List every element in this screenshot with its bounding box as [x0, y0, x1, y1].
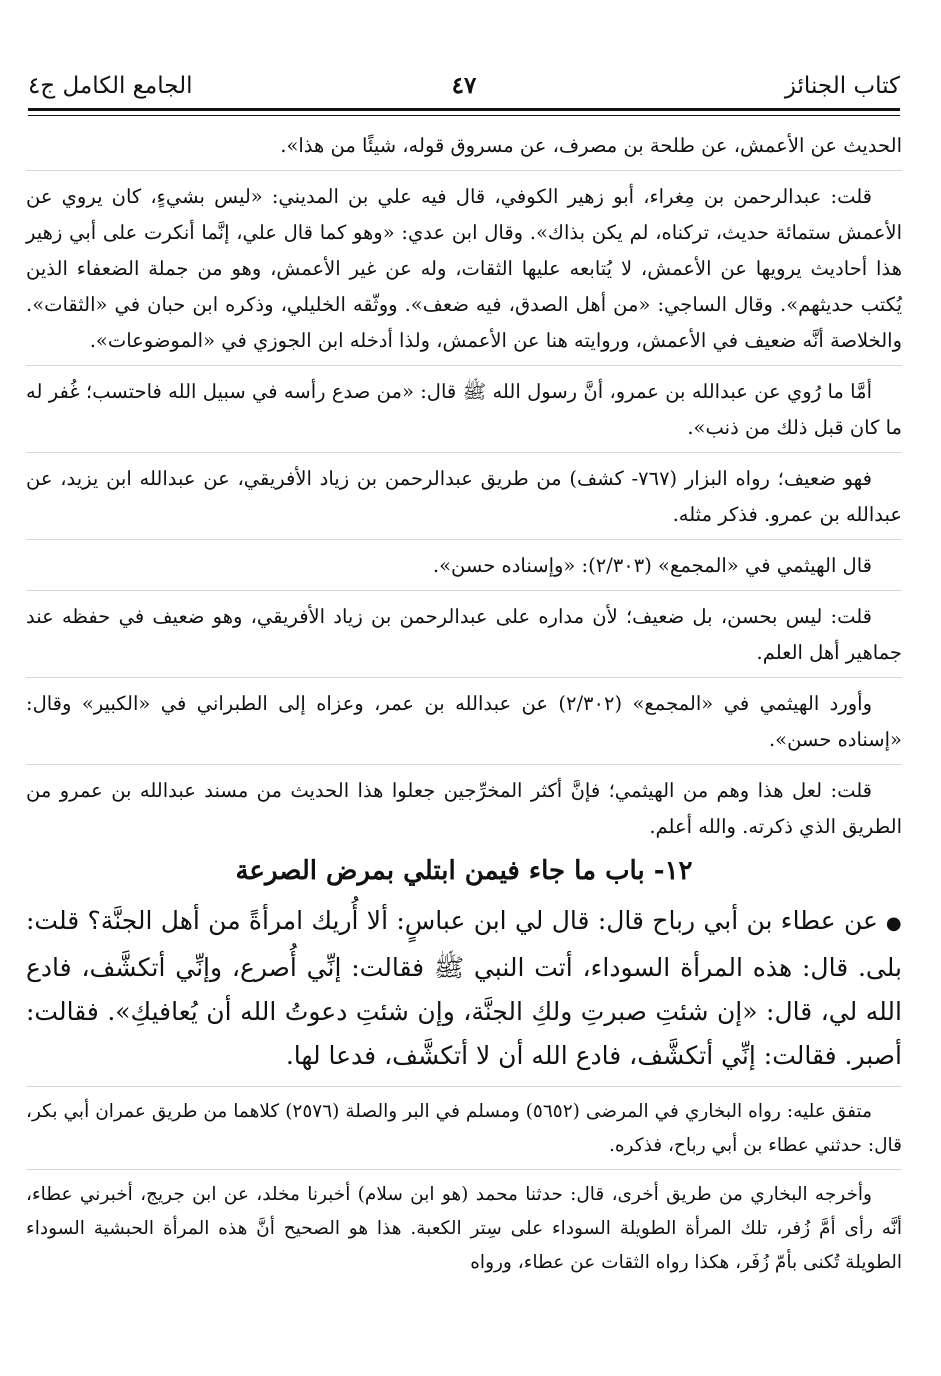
section-heading: ١٢- باب ما جاء فيمن ابتلي بمرض الصرعة: [235, 856, 693, 886]
header-rule-thick: [28, 108, 900, 111]
paragraph-divider: [26, 452, 902, 453]
paragraph: قلت: ليس بحسن، بل ضعيف؛ لأن مداره على عبدالرحمن بن زياد الأفريقي، وهو ضعيف في حفظه عند جماهير أهل العلم.: [26, 605, 902, 664]
paragraph-divider: [26, 590, 902, 591]
paragraph-divider: [26, 1086, 902, 1087]
paragraph-divider: [26, 677, 902, 678]
running-header: [28, 66, 900, 106]
bullet-icon: ●: [885, 913, 902, 934]
paragraph-divider: [26, 1169, 902, 1170]
book-title: الجامع الكامل ج٤: [28, 73, 193, 99]
paragraph: أمَّا ما رُوي عن عبدالله بن عمرو، أنَّ رسول الله ﷺ قال: «من صدع رأسه في سبيل الله فاحتسب؛ غُفر له ما كان قبل ذلك من ذنب».: [26, 380, 902, 439]
chapter-title: كتاب الجنائز: [784, 73, 900, 99]
takhrij-note: وأخرجه البخاري من طريق أخرى، قال: حدثنا محمد (هو ابن سلام) أخبرنا مخلد، عن ابن جريج، أخبرني عطاء، أنَّه رأى أمَّ زُفر، تلك المرأة الطويلة السوداء على سِتر الكعبة. هذا هو الصحيح أنَّ هذه المرأة الحبشية السوداء الطويلة تُكنى بأمّ زُفَر، هكذا رواه الثقات عن عطاء، ورواه: [26, 1184, 902, 1273]
paragraph: قال الهيثمي في «المجمع» (٢/٣٠٣): «وإسناده حسن».: [432, 554, 872, 577]
paragraph-divider: [26, 365, 902, 366]
takhrij-note: متفق عليه: رواه البخاري في المرضى (٥٦٥٢) ومسلم في البر والصلة (٢٥٧٦) كلاهما من طريق عمران أبي بكر، قال: حدثني عطاء بن أبي رباح، فذكره.: [26, 1101, 902, 1156]
hadith-text: [26, 899, 902, 1078]
header-rule-thin: [28, 115, 900, 116]
page-number: ٤٧: [451, 72, 477, 99]
paragraph-divider: [26, 539, 902, 540]
paragraph: وأورد الهيثمي في «المجمع» (٢/٣٠٢) عن عبدالله بن عمر، وعزاه إلى الطبراني في «الكبير» وقال: «إسناده حسن».: [26, 692, 902, 751]
paragraph-divider: [26, 170, 902, 171]
paragraph: فهو ضعيف؛ رواه البزار (٧٦٧- كشف) من طريق عبدالرحمن بن زياد الأفريقي، عن عبدالله ابن يزيد، عن عبدالله بن عمرو. فذكر مثله.: [26, 467, 902, 526]
paragraph: قلت: لعل هذا وهم من الهيثمي؛ فإنَّ أكثر المخرِّجين جعلوا هذا الحديث من مسند عبدالله بن عمرو من الطريق الذي ذكرته. والله أعلم.: [26, 779, 902, 838]
paragraph-divider: [26, 764, 902, 765]
page-body: [26, 128, 902, 1286]
paragraph: قلت: عبدالرحمن بن مِغراء، أبو زهير الكوفي، قال فيه علي بن المديني: «ليس بشيءٍ، كان يروي عن الأعمش ستمائة حديث، تركناه، لم يكن بذاك». وقال ابن عدي: «وهو كما قال علي، إنَّما أنكرت على أبي زهير هذا أحاديث يرويها عن الأعمش، لا يُتابعه عليها الثقات، وله عن غير الأعمش، وهو من جملة الضعفاء الذين يُكتب حديثهم». وقال الساجي: «من أهل الصدق، فيه ضعف». ووثّقه الخليلي، وذكره ابن حبان في «الثقات». والخلاصة أنَّه ضعيف في الأعمش، وروايته هنا عن الأعمش، ولذا أدخله ابن الجوزي في «الموضوعات».: [26, 185, 902, 352]
paragraph: الحديث عن الأعمش، عن طلحة بن مصرف، عن مسروق قوله، شيئًا من هذا».: [280, 134, 902, 157]
hadith-body: عن عطاء بن أبي رباح قال: قال لي ابن عباسٍ: ألا أُريك امرأةً من أهل الجنَّة؟ قلت: بلى. قال: هذه المرأة السوداء، أتت النبي ﷺ فقالت: إنِّي أُصرع، وإنِّي أتكشَّف، فادع الله لي، قال: «إن شئتِ صبرتِ ولكِ الجنَّة، وإن شئتِ دعوتُ الله أن يُعافيكِ». فقالت: أصبر. فقالت: إنِّي أتكشَّف، فادع الله أن لا أتكشَّف، فدعا لها.: [26, 906, 902, 1070]
